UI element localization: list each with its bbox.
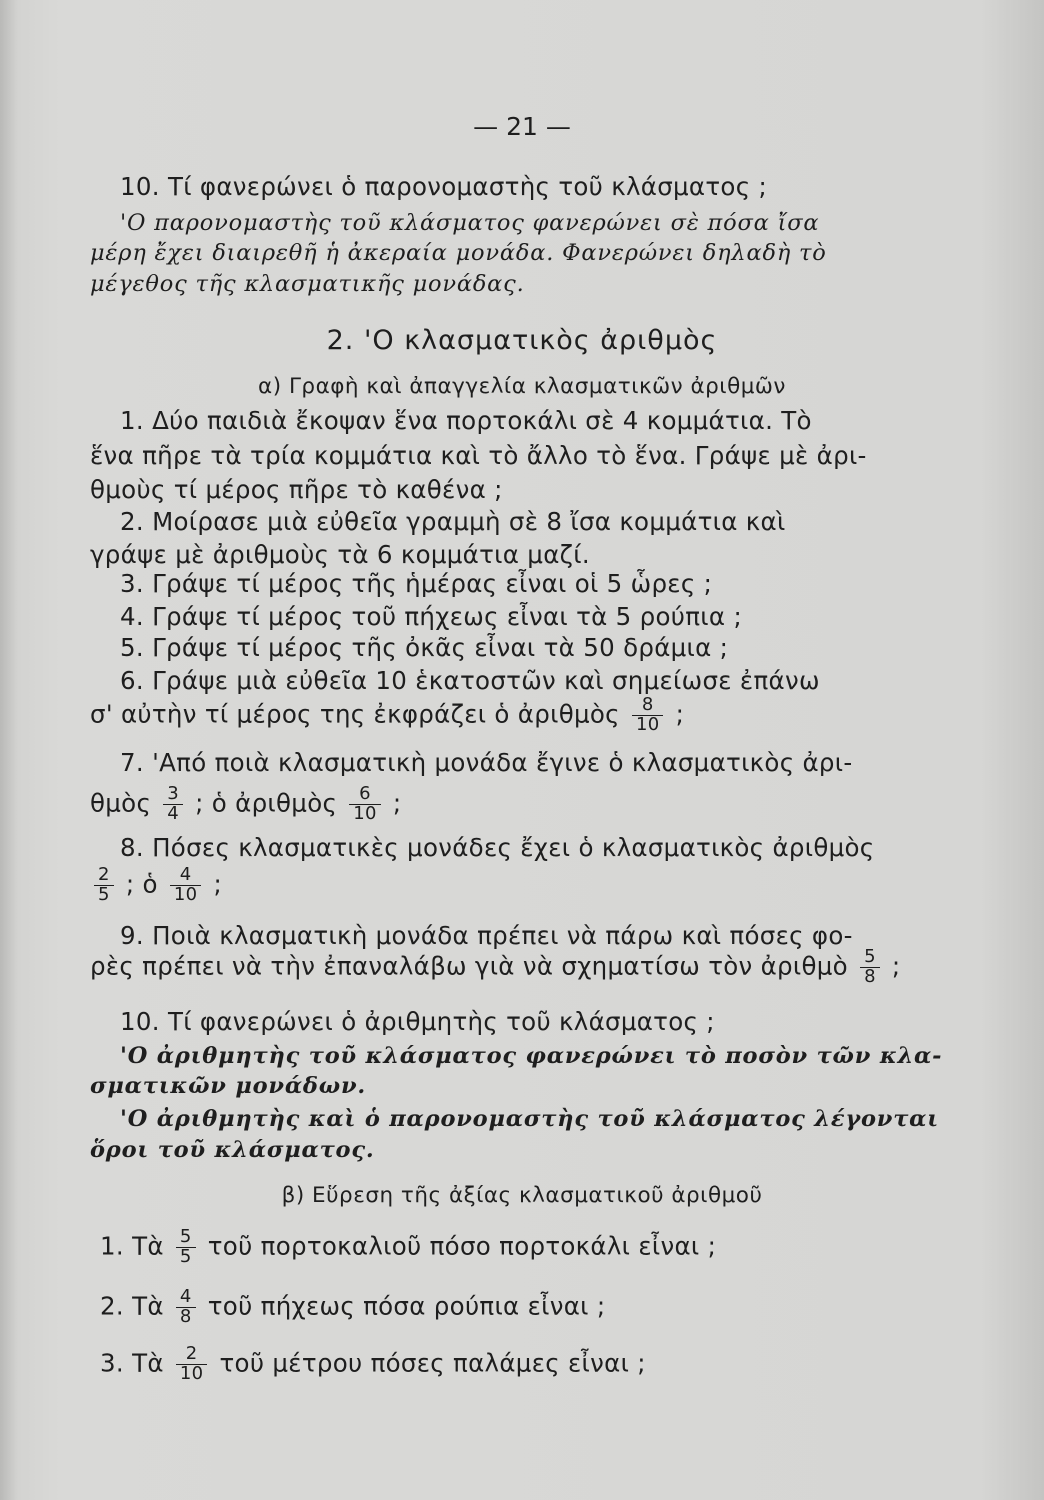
exercise-text: σ' αὐτὴν τί μέρος της ἐκφράζει ὁ ἀριθμὸς (90, 699, 620, 729)
denominator: 8 (179, 1305, 192, 1327)
fraction (176, 1345, 208, 1384)
section-heading: 2. 'Ο κλασματικὸς ἀριθμὸς (326, 325, 718, 356)
exercise-text: θμὸς (90, 788, 152, 818)
numerator: 4 (176, 1288, 196, 1308)
exercise-text: ; (675, 699, 685, 729)
exercise-text: ; (392, 788, 402, 818)
denominator: 10 (353, 802, 377, 824)
definition-line: 'Ο ἀριθμητὴς καὶ ὁ παρονομαστὴς τοῦ κλάσματος λέγονται (120, 1106, 939, 1132)
definition-line: ὅροι τοῦ κλάσματος. (90, 1137, 375, 1163)
denominator: 10 (635, 713, 660, 735)
fraction (632, 696, 664, 735)
exercise-text: 1. Τὰ (100, 1231, 164, 1261)
fraction (349, 785, 381, 824)
q10-answer-line: μέρη ἔχει διαιρεθῆ ἡ ἀκεραία μονάδα. Φανερώνει δηλαδὴ τὸ (90, 240, 827, 266)
exercise-line (100, 1228, 716, 1267)
denominator: 10 (179, 1362, 204, 1384)
exercise-text: τοῦ μέτρου πόσες παλάμες εἶναι ; (219, 1348, 646, 1378)
fraction (176, 1228, 196, 1267)
exercise-line: 9. Ποιὰ κλασματικὴ μονάδα πρέπει νὰ πάρω καὶ πόσες φο- (120, 921, 853, 950)
exercise-text: τοῦ πορτοκαλιοῦ πόσο πορτοκάλι εἶναι ; (207, 1231, 717, 1261)
fraction (170, 866, 202, 905)
fraction (163, 785, 183, 824)
numerator: 5 (860, 948, 880, 968)
denominator: 8 (864, 965, 876, 987)
exercise-line: ἕνα πῆρε τὰ τρία κομμάτια καὶ τὸ ἄλλο τὸ ἕνα. Γράψε μὲ ἀρι- (90, 441, 867, 470)
numerator: 5 (176, 1228, 196, 1248)
exercise-line: θμοὺς τί μέρος πῆρε τὸ καθένα ; (90, 475, 503, 504)
fraction (860, 948, 880, 987)
q10-answer-line: 'Ο παρονομαστὴς τοῦ κλάσματος φανερώνει σὲ πόσα ἴσα (120, 210, 820, 236)
exercise-line (100, 1345, 646, 1384)
denominator: 5 (98, 883, 110, 905)
numerator: 8 (632, 696, 664, 716)
denominator: 10 (173, 883, 198, 905)
definition-line: σματικῶν μονάδων. (90, 1073, 367, 1099)
exercise-line (90, 866, 222, 905)
numerator: 3 (163, 785, 183, 805)
denominator: 5 (179, 1245, 192, 1267)
exercise-text: ; (213, 869, 223, 899)
denominator: 4 (167, 802, 180, 824)
exercise-line (100, 1288, 605, 1327)
numerator: 4 (170, 866, 202, 886)
exercise-line: 5. Γράψε τί μέρος τῆς ὀκᾶς εἶναι τὰ 50 δράμια ; (120, 633, 729, 662)
definition-line: 'Ο ἀριθμητὴς τοῦ κλάσματος φανερώνει τὸ ποσὸν τῶν κλα- (120, 1043, 943, 1069)
exercise-line (90, 785, 401, 824)
exercise-line: 2. Μοίρασε μιὰ εὐθεῖα γραμμὴ σὲ 8 ἴσα κομμάτια καὶ (120, 507, 786, 536)
exercise-text: ρὲς πρέπει νὰ τὴν ἐπαναλάβω γιὰ νὰ σχηματίσω τὸν ἀριθμὸ (90, 951, 848, 981)
fraction (94, 866, 114, 905)
section-subheading: β) Εὕρεση τῆς ἀξίας κλασματικοῦ ἀριθμοῦ (281, 1183, 763, 1208)
exercise-line: 7. 'Από ποιὰ κλασματικὴ μονάδα ἔγινε ὁ κλασματικὸς ἀρι- (120, 748, 853, 777)
exercise-line: 10. Τί φανερώνει ὁ ἀριθμητὴς τοῦ κλάσματος ; (120, 1007, 715, 1036)
page-number: — 21 — (473, 112, 571, 141)
exercise-line: 6. Γράψε μιὰ εὐθεῖα 10 ἑκατοστῶν καὶ σημείωσε ἐπάνω (120, 666, 820, 695)
exercise-line: 4. Γράψε τί μέρος τοῦ πήχεως εἶναι τὰ 5 ρούπια ; (120, 602, 742, 631)
exercise-text: 2. Τὰ (100, 1291, 164, 1321)
exercise-text: τοῦ πήχεως πόσα ρούπια εἶναι ; (207, 1291, 606, 1321)
numerator: 6 (349, 785, 381, 805)
q10-question: 10. Τί φανερώνει ὁ παρονομαστὴς τοῦ κλάσματος ; (120, 172, 768, 201)
numerator: 2 (176, 1345, 208, 1365)
exercise-line: γράψε μὲ ἀριθμοὺς τὰ 6 κομμάτια μαζί. (90, 540, 590, 569)
section-subheading: α) Γραφὴ καὶ ἀπαγγελία κλασματικῶν ἀριθμῶν (258, 374, 786, 399)
exercise-line (90, 696, 684, 735)
exercise-line: 8. Πόσες κλασματικὲς μονάδες ἔχει ὁ κλασματικὸς ἀριθμὸς (120, 833, 875, 862)
exercise-line: 3. Γράψε τί μέρος τῆς ἡμέρας εἶναι οἱ 5 ὧρες ; (120, 569, 713, 598)
q10-answer-line: μέγεθος τῆς κλασματικῆς μονάδας. (90, 271, 525, 297)
exercise-line (90, 948, 900, 987)
exercise-text: ; ὁ ἀριθμὸς (195, 788, 338, 818)
fraction (176, 1288, 196, 1327)
exercise-text: ; (891, 951, 901, 981)
numerator: 2 (94, 866, 114, 886)
exercise-line: 1. Δύο παιδιὰ ἔκοψαν ἕνα πορτοκάλι σὲ 4 κομμάτια. Τὸ (120, 406, 812, 435)
exercise-text: 3. Τὰ (100, 1348, 164, 1378)
exercise-text: ; ὁ (125, 869, 158, 899)
